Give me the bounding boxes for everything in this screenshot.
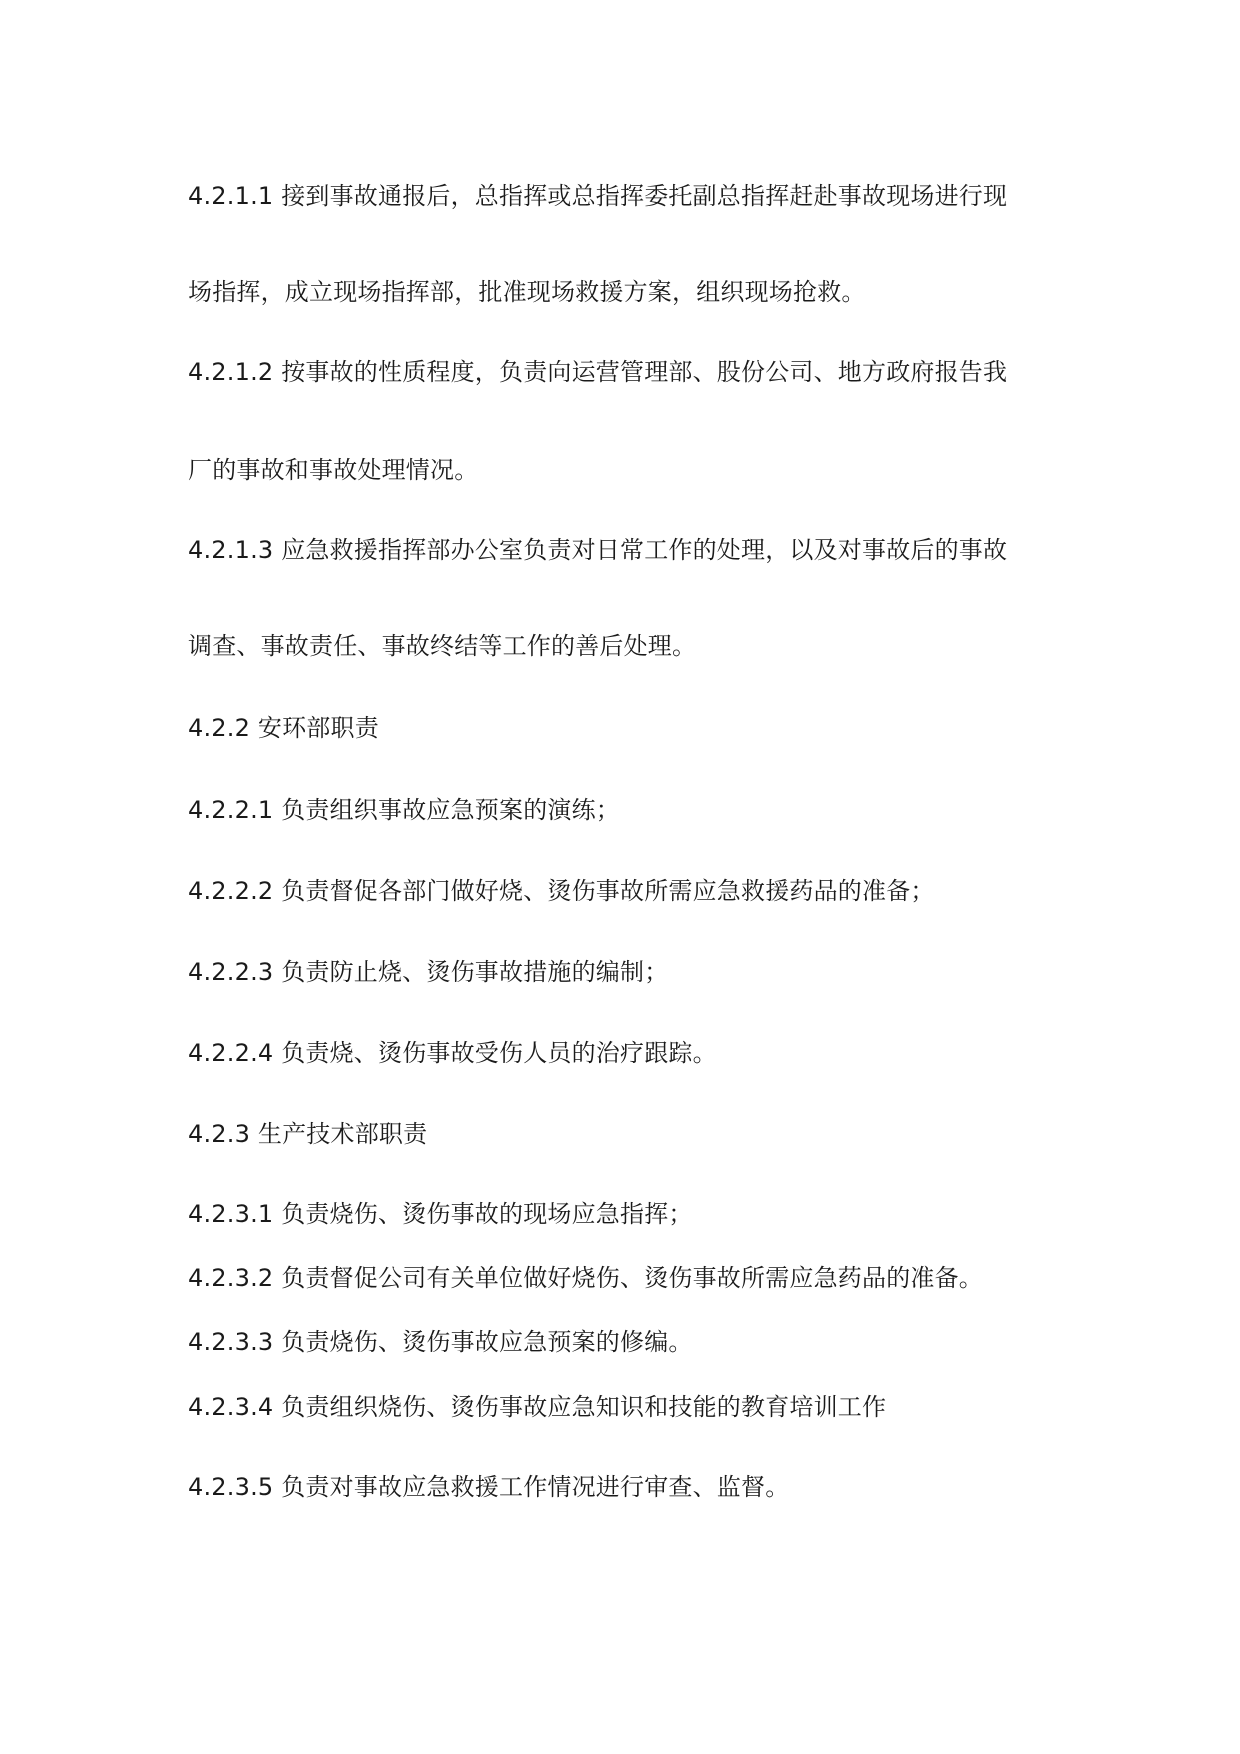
text-line: 4.2.1.2 按事故的性质程度，负责向运营管理部、股份公司、地方政府报告我 [188, 358, 1008, 386]
text-line: 4.2.2.2 负责督促各部门做好烧、烫伤事故所需应急救援药品的准备； [188, 877, 935, 905]
text-line: 4.2.3.3 负责烧伤、烫伤事故应急预案的修编。 [188, 1328, 693, 1356]
text-line: 4.2.2.1 负责组织事故应急预案的演练； [188, 796, 620, 824]
text-line: 4.2.3.4 负责组织烧伤、烫伤事故应急知识和技能的教育培训工作 [188, 1393, 887, 1421]
text-line: 调查、事故责任、事故终结等工作的善后处理。 [188, 632, 697, 660]
section-heading: 4.2.3 生产技术部职责 [188, 1120, 428, 1148]
text-line: 4.2.2.4 负责烧、烫伤事故受伤人员的治疗跟踪。 [188, 1039, 717, 1067]
text-line: 4.2.3.1 负责烧伤、烫伤事故的现场应急指挥； [188, 1200, 693, 1228]
text-line: 厂的事故和事故处理情况。 [188, 456, 479, 484]
text-line: 4.2.1.1 接到事故通报后，总指挥或总指挥委托副总指挥赶赴事故现场进行现 [188, 182, 1008, 210]
section-heading: 4.2.2 安环部职责 [188, 714, 379, 742]
text-line: 4.2.3.5 负责对事故应急救援工作情况进行审查、监督。 [188, 1473, 790, 1501]
text-line: 场指挥，成立现场指挥部，批准现场救援方案，组织现场抢救。 [188, 278, 866, 306]
text-line: 4.2.3.2 负责督促公司有关单位做好烧伤、烫伤事故所需应急药品的准备。 [188, 1264, 983, 1292]
text-line: 4.2.1.3 应急救援指挥部办公室负责对日常工作的处理，以及对事故后的事故 [188, 536, 1008, 564]
text-line: 4.2.2.3 负责防止烧、烫伤事故措施的编制； [188, 958, 669, 986]
